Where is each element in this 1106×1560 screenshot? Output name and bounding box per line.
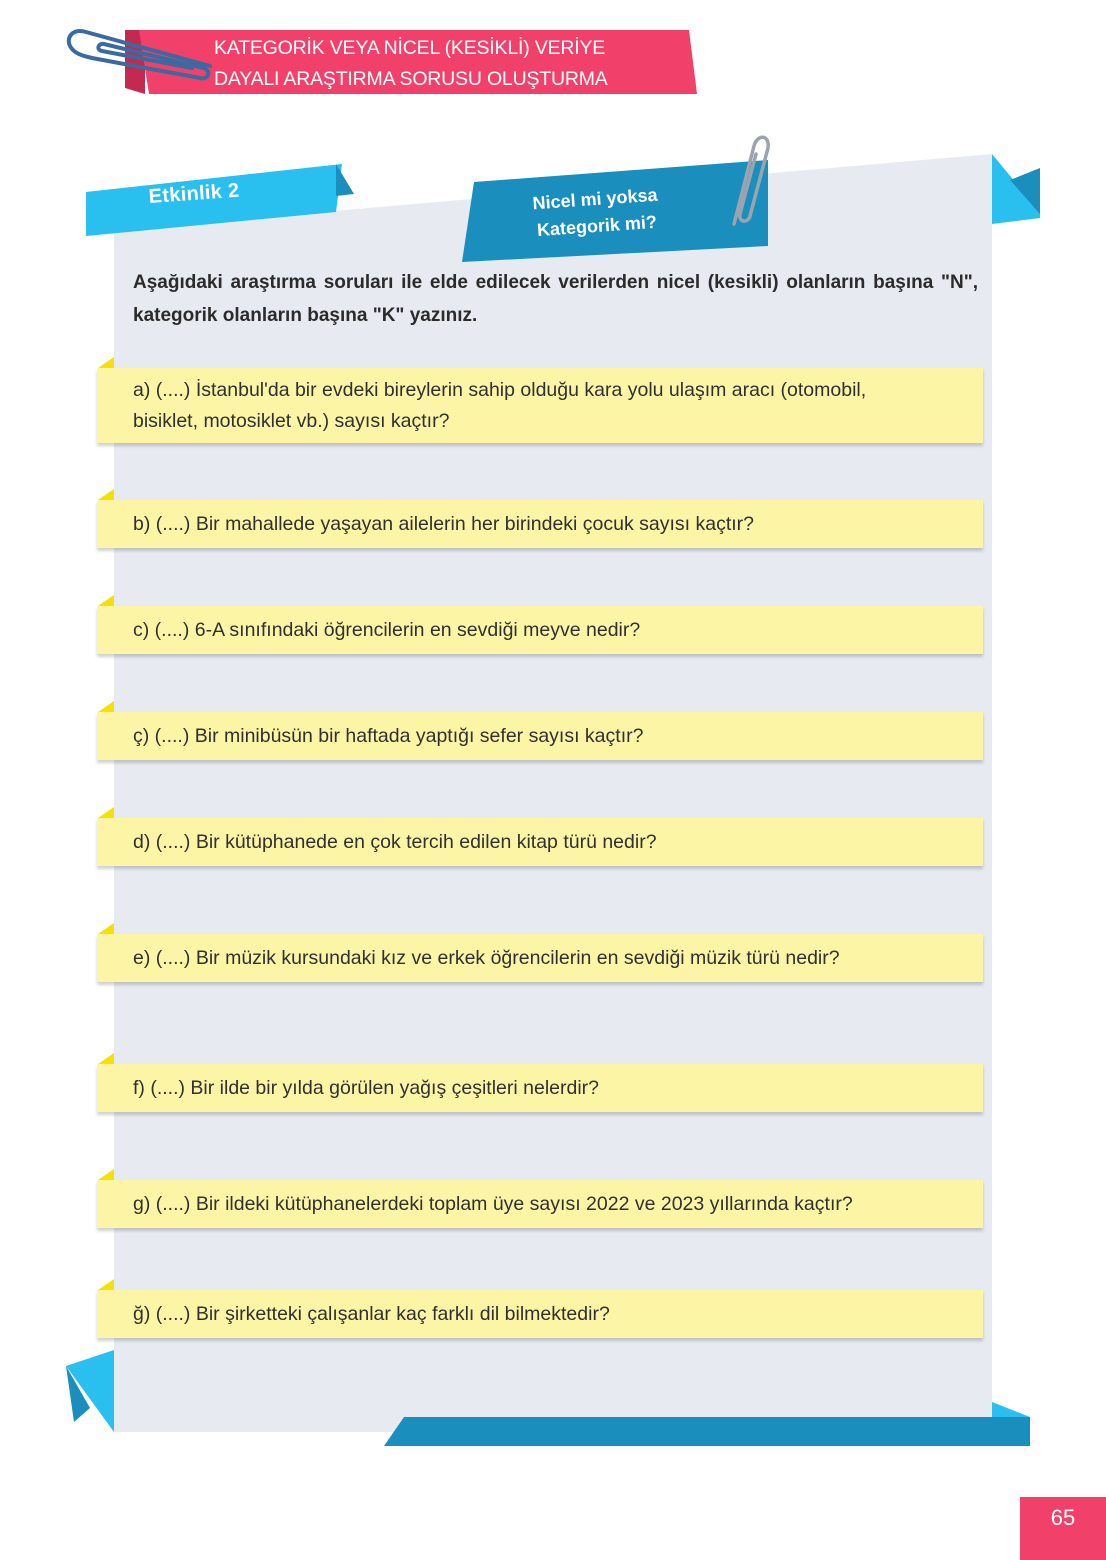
question-text: c) (....) 6-A sınıfındaki öğrencilerin en sevdiği meyve nedir? (133, 618, 641, 641)
activity-topic-line-2: Kategorik mi? (536, 211, 658, 241)
section-title (214, 33, 684, 95)
question-text: b) (....) Bir mahallede yaşayan ailelerin her birindeki çocuk sayısı kaçtır? (133, 512, 755, 535)
activity-label: Etkinlik 2 (148, 179, 241, 208)
question-item (97, 1180, 983, 1228)
question-text: f) (....) Bir ilde bir yılda görülen yağış çeşitleri nelerdir? (133, 1076, 600, 1099)
question-flag-icon (98, 489, 114, 500)
question-text-continued: bisiklet, motosiklet vb.) sayısı kaçtır? (133, 409, 450, 432)
question-flag-icon (98, 701, 114, 712)
section-title-line-1: KATEGORİK VEYA NİCEL (KESİKLİ) VERİYE (214, 37, 606, 59)
question-item (97, 1064, 983, 1112)
page-number: 65 (1050, 1505, 1076, 1530)
instructions-text: Aşağıdaki araştırma soruları ile elde edilecek verilerden nicel (kesikli) olanların başına "N", kategorik olanların başına "K" yazınız. (133, 272, 978, 326)
question-text: ğ) (....) Bir şirketteki çalışanlar kaç farklı dil bilmektedir? (133, 1302, 610, 1325)
question-text: g) (....) Bir ildeki kütüphanelerdeki toplam üye sayısı 2022 ve 2023 yıllarında kaçtır? (133, 1192, 853, 1215)
question-flag-icon (98, 1053, 114, 1064)
question-flag-icon (98, 1169, 114, 1180)
question-text: e) (....) Bir müzik kursundaki kız ve erkek öğrencilerin en sevdiği müzik türü nedir? (133, 946, 840, 969)
ribbon-bottom (384, 1417, 1030, 1446)
paperclip-icon (720, 128, 780, 234)
activity-topic-line-1: Nicel mi yoksa (531, 184, 659, 214)
activity-card (60, 150, 1050, 1450)
question-text: ç) (....) Bir minibüsün bir haftada yaptığı sefer sayısı kaçtır? (133, 724, 644, 747)
section-title-line-2: DAYALI ARAŞTIRMA SORUSU OLUŞTURMA (214, 68, 608, 90)
question-flag-icon (98, 357, 114, 368)
question-item (97, 712, 983, 760)
paperclip-icon (64, 22, 214, 84)
question-item (97, 818, 983, 866)
question-flag-icon (98, 923, 114, 934)
question-flag-icon (98, 1279, 114, 1290)
question-item (97, 500, 983, 548)
question-flag-icon (98, 595, 114, 606)
question-text: a) (....) İstanbul'da bir evdeki bireylerin sahip olduğu kara yolu ulaşım aracı (otomobil, (133, 378, 867, 401)
question-flag-icon (98, 807, 114, 818)
question-item (97, 1290, 983, 1338)
question-item (97, 368, 983, 443)
question-item (97, 934, 983, 982)
question-text: d) (....) Bir kütüphanede en çok tercih edilen kitap türü nedir? (133, 830, 657, 853)
question-item (97, 606, 983, 654)
